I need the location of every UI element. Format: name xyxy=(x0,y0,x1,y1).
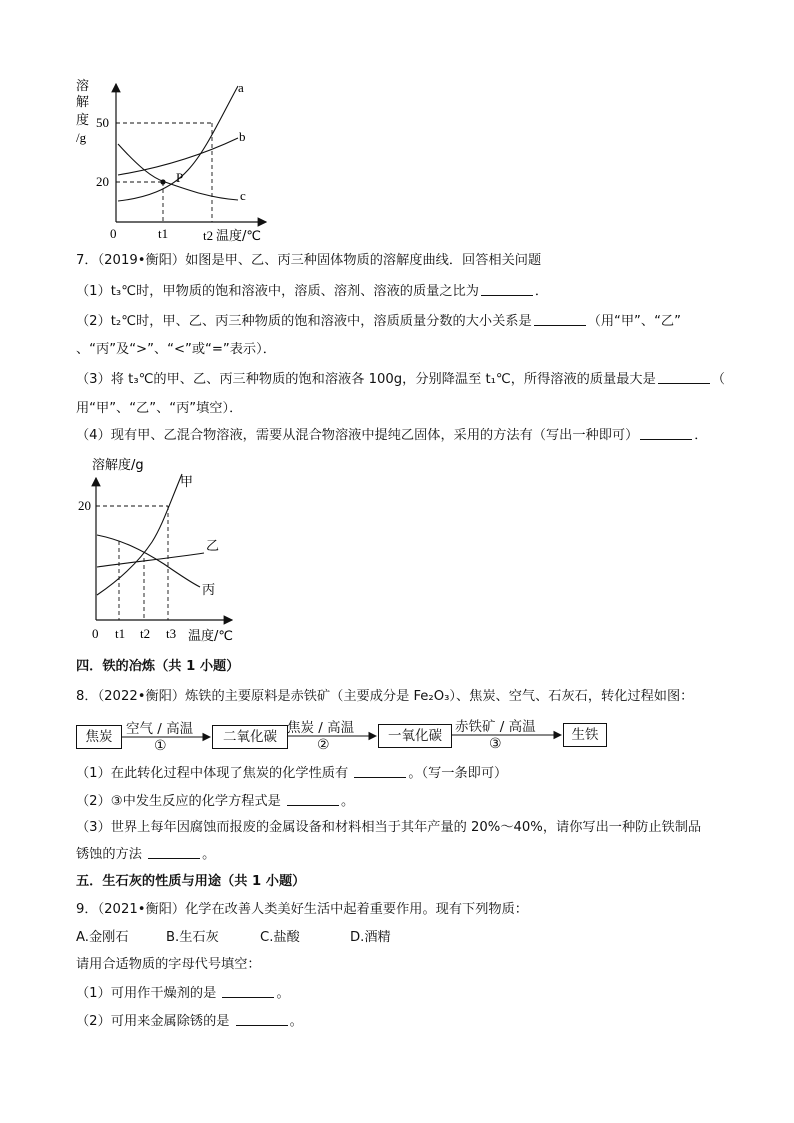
y-title-char: 溶 xyxy=(76,78,90,93)
y-axis-title: 溶解度/g xyxy=(92,458,144,473)
curve-label-a: a xyxy=(238,80,244,95)
q7-part2-cont: 、“丙”及“>”、“<”或“=”表示）． xyxy=(76,342,276,357)
q8-part1-text: （1）在此转化过程中体现了焦炭的化学性质有 xyxy=(76,766,353,781)
q9-intro: 9．（2021•衡阳）化学在改善人类美好生活中起着重要作用。现有下列物质： xyxy=(76,902,528,917)
flow-step-1: ① xyxy=(154,738,167,754)
x-tick-t1: t1 xyxy=(115,626,126,641)
q7-part4-text: （4）现有甲、乙混合物溶液，需要从混合物溶液中提纯乙固体，采用的方法有（写出一种即可） xyxy=(76,428,639,443)
option-b: B.生石灰 xyxy=(166,930,219,945)
flow-box-co: 一氧化碳 xyxy=(378,724,452,748)
q7-part4-end: ． xyxy=(694,428,708,443)
option-d: D.酒精 xyxy=(350,930,391,945)
section-heading-5: 五．生石灰的性质与用途（共 1 小题） xyxy=(76,874,306,889)
q9-part1-text: （1）可用作干燥剂的是 xyxy=(76,986,221,1001)
answer-blank[interactable] xyxy=(236,1013,288,1026)
q8-part1 xyxy=(76,765,507,783)
q8-part2-text: （2）③中发生反应的化学方程式是 xyxy=(76,794,286,809)
point-label-p: P xyxy=(176,170,184,185)
q9-part2-text: （2）可用来金属除锈的是 xyxy=(76,1014,234,1029)
x-tick-t2: t2 xyxy=(140,626,151,641)
q9-part2 xyxy=(76,1013,303,1031)
flow-step-3: ③ xyxy=(489,736,502,752)
q9-options xyxy=(76,929,391,947)
answer-blank[interactable] xyxy=(287,793,339,806)
option-a: A.金刚石 xyxy=(76,930,129,945)
q9-part2-end: 。 xyxy=(289,1014,303,1029)
q7-part3-tail: （ xyxy=(711,372,725,387)
q7-part3-cont: 用“甲”、“乙”、“丙”填空）． xyxy=(76,401,243,416)
x-axis-label: 温度/℃ xyxy=(188,629,233,644)
q7-part1-end: ． xyxy=(534,284,549,299)
y-title-char: 解 xyxy=(76,94,90,109)
q9-part1 xyxy=(76,985,290,1003)
x-tick-0: 0 xyxy=(92,626,99,641)
flow-box-pig-iron: 生铁 xyxy=(563,723,607,747)
x-axis-label: 温度/℃ xyxy=(216,229,261,244)
curve-label-yi: 乙 xyxy=(206,539,220,554)
q7-intro: 7．（2019•衡阳）如图是甲、乙、丙三种固体物质的溶解度曲线．回答相关问题 xyxy=(76,253,542,268)
x-tick-t3: t3 xyxy=(166,626,177,641)
q8-part1-tail: 。（写一条即可） xyxy=(408,766,508,781)
y-tick-20: 20 xyxy=(96,174,109,189)
q8-part3-cont xyxy=(76,846,215,864)
q7-part2-tail: （用“甲”、“乙” xyxy=(587,314,681,329)
y-title-char: 度 xyxy=(76,112,90,127)
answer-blank[interactable] xyxy=(354,765,406,778)
y-tick-20: 20 xyxy=(78,498,91,513)
flow-box-co2: 二氧化碳 xyxy=(212,725,288,749)
option-c: C.盐酸 xyxy=(260,930,300,945)
q8-part3-end: 。 xyxy=(202,847,216,862)
flow-box-coke: 焦炭 xyxy=(76,725,122,749)
q8-part3: （3）世界上每年因腐蚀而报废的金属设备和材料相当于其年产量的 20%～40%，请你写出一种防止铁制品 xyxy=(76,820,702,835)
q9-instruction: 请用合适物质的字母代号填空： xyxy=(76,957,261,972)
q9-part1-end: 。 xyxy=(276,986,290,1001)
x-tick-t2: t2 xyxy=(203,228,214,243)
x-tick-t1: t1 xyxy=(158,226,169,241)
curve-label-jia: 甲 xyxy=(180,475,194,490)
y-title-char: /g xyxy=(76,130,87,145)
q8-part2 xyxy=(76,793,354,811)
answer-blank[interactable] xyxy=(148,846,200,859)
flow-condition-1: 空气 / 高温 xyxy=(126,721,194,737)
q8-intro: 8．（2022•衡阳）炼铁的主要原料是赤铁矿（主要成分是 Fe₂O₃）、焦炭、空气、石灰石，转化过程如图： xyxy=(76,689,694,704)
y-tick-50: 50 xyxy=(96,115,109,130)
q8-part2-end: 。 xyxy=(341,794,355,809)
curve-label-c: c xyxy=(240,188,246,203)
curve-label-b: b xyxy=(239,129,246,144)
x-tick-0: 0 xyxy=(110,226,117,241)
flow-condition-2: 焦炭 / 高温 xyxy=(287,720,355,736)
q7-part1-text: （1）t₃℃时，甲物质的饱和溶液中，溶质、溶剂、溶液的质量之比为 xyxy=(76,284,479,299)
flow-condition-3: 赤铁矿 / 高温 xyxy=(455,719,536,735)
section-heading-4: 四．铁的冶炼（共 1 小题） xyxy=(76,659,240,674)
q8-part3-text: 锈蚀的方法 xyxy=(76,847,147,862)
q7-part3-text: （3）将 t₃℃的甲、乙、丙三种物质的饱和溶液各 100g，分别降温至 t₁℃，所得溶液的质量最大是 xyxy=(76,372,656,387)
curve-label-bing: 丙 xyxy=(202,583,216,598)
answer-blank[interactable] xyxy=(222,985,274,998)
q7-part2-text: （2）t₂℃时，甲、乙、丙三种物质的饱和溶液中，溶质质量分数的大小关系是 xyxy=(76,314,532,329)
flow-step-2: ② xyxy=(317,737,330,753)
